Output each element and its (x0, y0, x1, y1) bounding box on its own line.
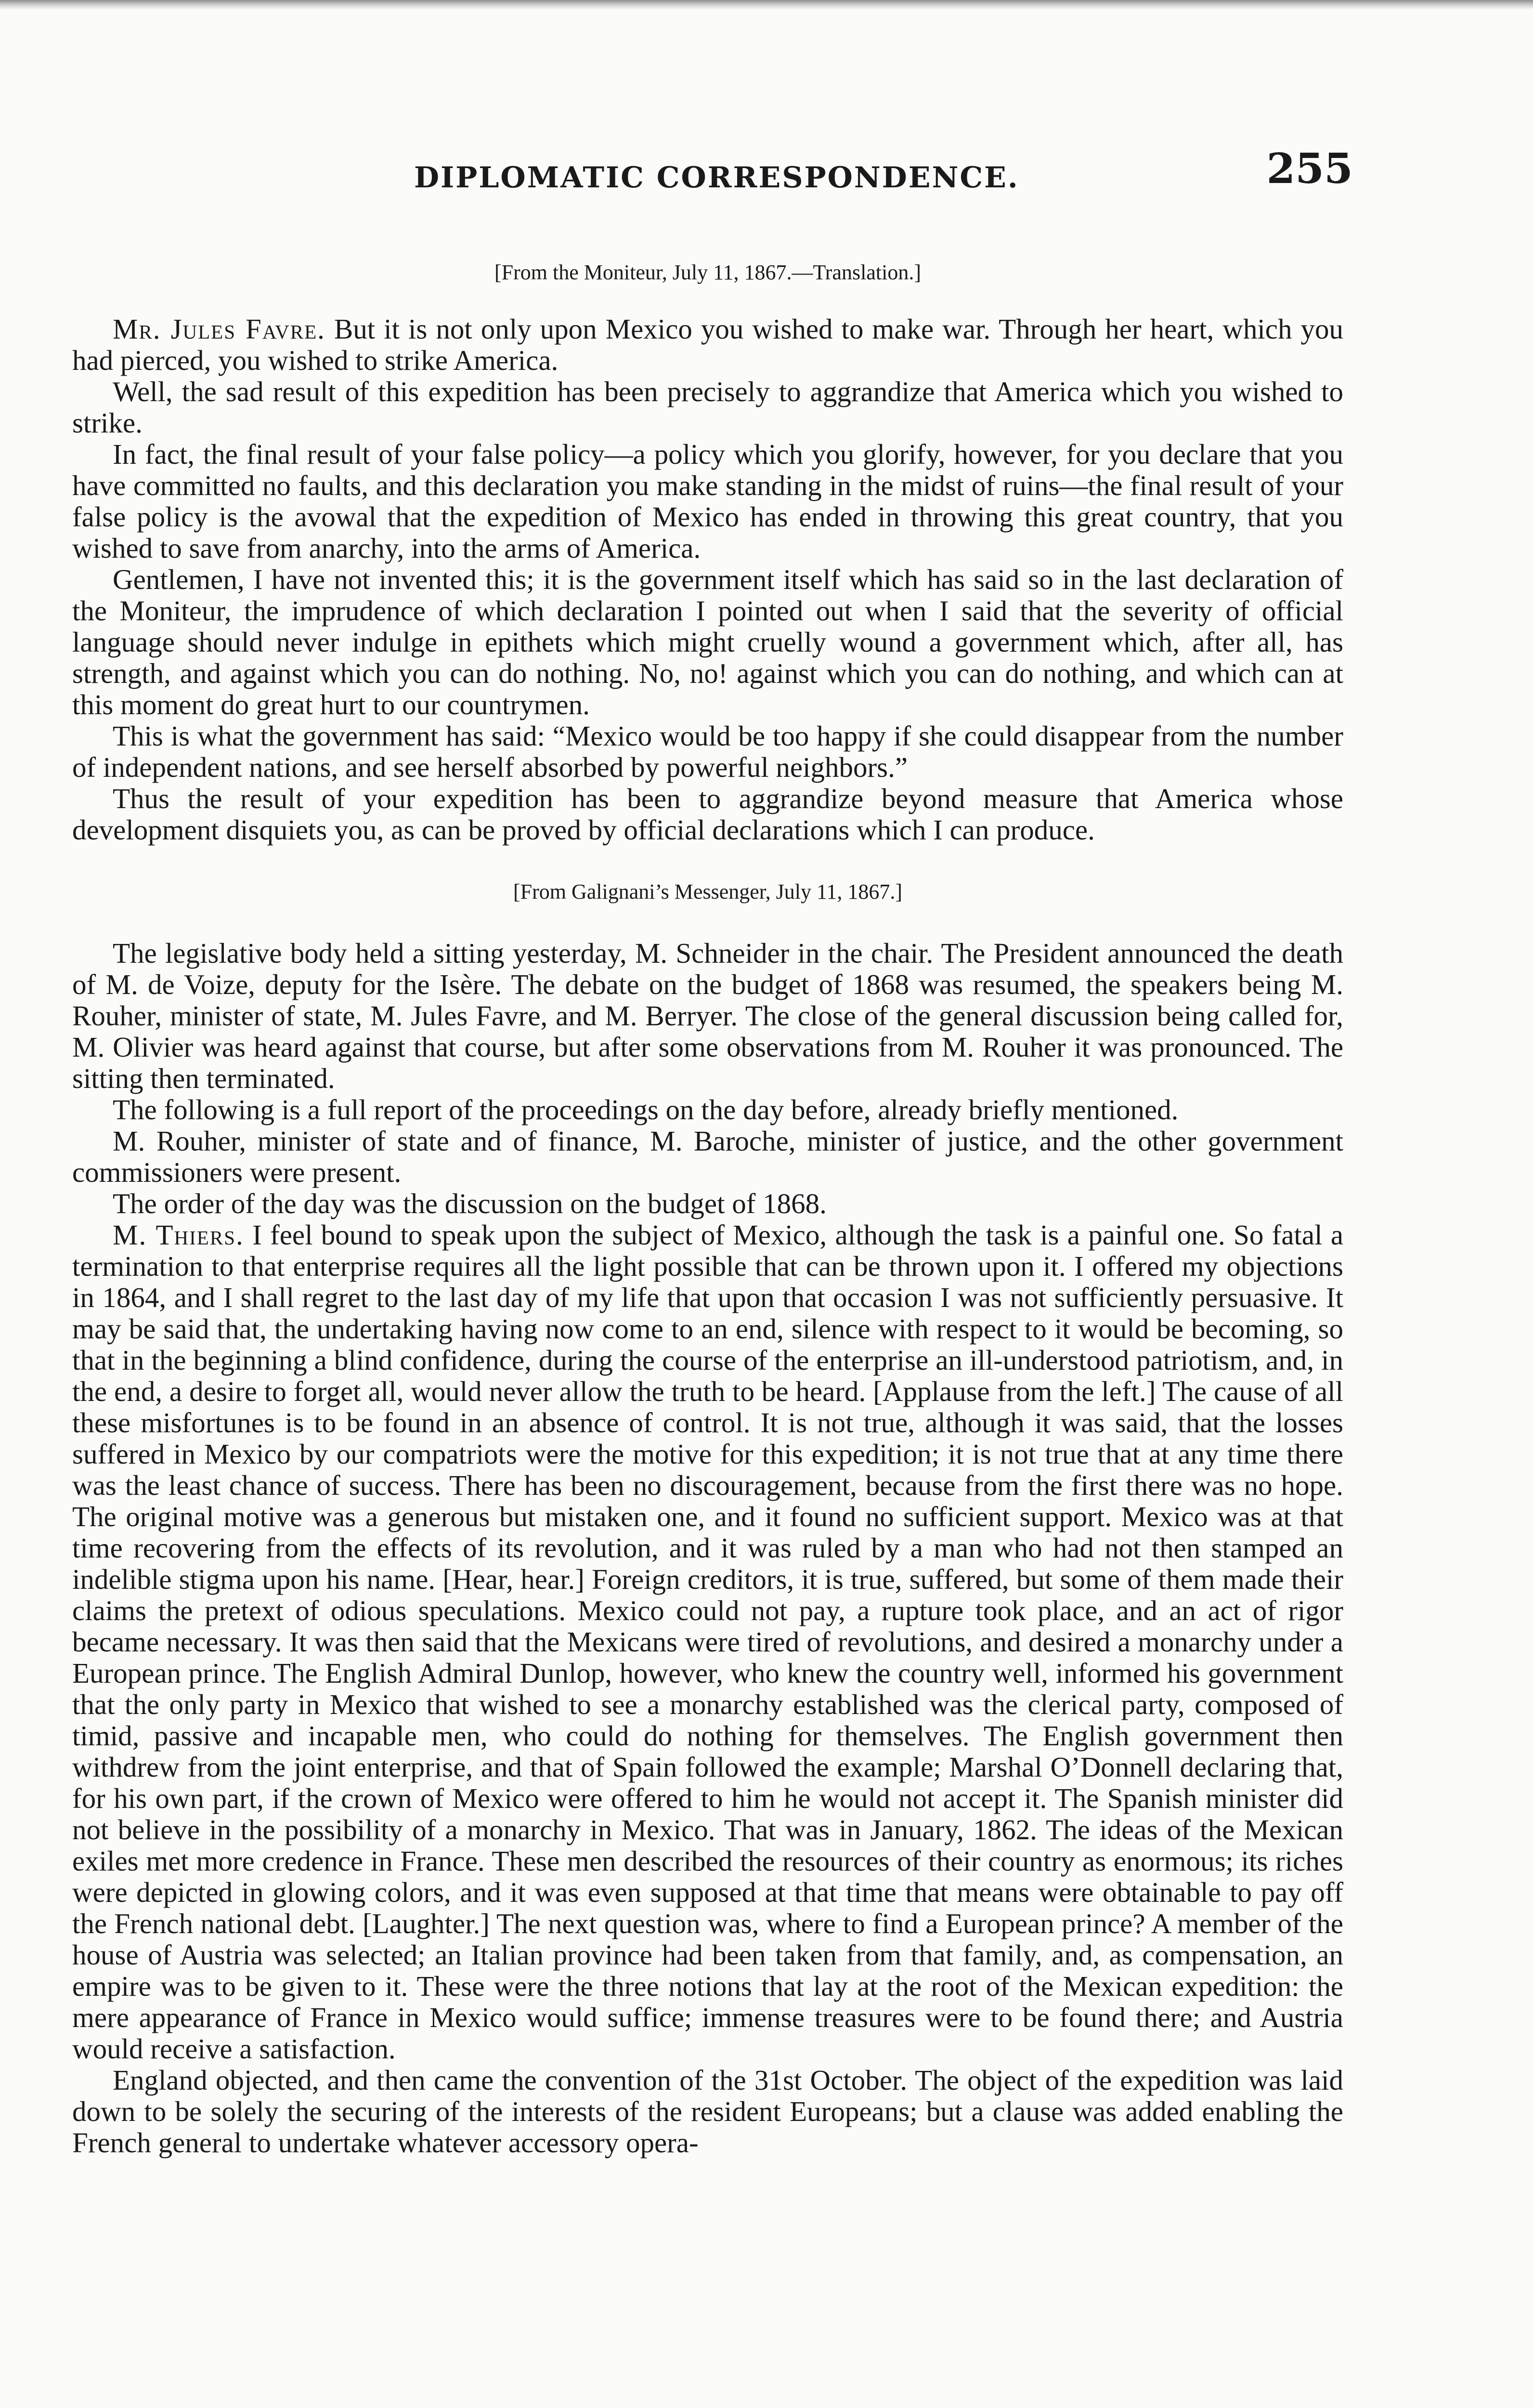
paragraph (72, 720, 1343, 783)
paragraph-text: The following is a full report of the proceedings on the day before, already briefly mentioned. (113, 1094, 1179, 1125)
paragraph-text: M. Rouher, minister of state and of finance, M. Baroche, minister of justice, and the other government commissioners were present. (72, 1125, 1343, 1188)
paragraph-text: England objected, and then came the convention of the 31st October. The object of the expedition was laid down to be solely the securing of the interests of the resident Europeans; but a clause was added enabling the French general to undertake whatever accessory opera- (72, 2064, 1343, 2159)
speaker-name: Mr. Jules Favre. (113, 313, 325, 345)
paragraph-text: The order of the day was the discussion on the budget of 1868. (113, 1188, 827, 1219)
scan-edge (0, 0, 1533, 10)
paragraph-text: Thus the result of your expedition has been to aggrandize beyond measure that America whose development disquiets you, as can be proved by official declarations which I can produce. (72, 783, 1343, 846)
paragraph-text: Well, the sad result of this expedition has been precisely to aggrandize that America which you wished to strike. (72, 376, 1343, 439)
paragraph (72, 2065, 1343, 2159)
source-note: [From the Moniteur, July 11, 1867.—Translation.] (494, 261, 921, 284)
page-number: 255 (1266, 144, 1353, 193)
paragraph (72, 1219, 1343, 2065)
paragraph-text: The legislative body held a sitting yesterday, M. Schneider in the chair. The President announced the death of M. de Voize, deputy for the Isère. The debate on the budget of 1868 was resumed, the speakers being M. Rouher, minister of state, M. Jules Favre, and M. Berryer. The close of the general discussion being called for, M. Olivier was heard against that course, but after some observations from M. Rouher it was pronounced. The sitting then terminated. (72, 937, 1343, 1094)
paragraph (72, 439, 1343, 564)
source-note: [From Galignani’s Messenger, July 11, 1867.] (513, 880, 903, 903)
paragraph (72, 783, 1343, 846)
running-head (72, 144, 1353, 202)
paragraph (72, 938, 1343, 1094)
speaker-name: M. Thiers. (113, 1219, 244, 1251)
page (72, 144, 1353, 2159)
paragraph (72, 564, 1343, 720)
paragraph (72, 314, 1343, 376)
paragraph-text: But it is not only upon Mexico you wished to make war. Through her heart, which you had pierced, you wished to strike America. (72, 313, 1343, 376)
paragraph-text: This is what the government has said: “Mexico would be too happy if she could disappear from the number of independent nations, and see herself absorbed by powerful neighbors.” (72, 720, 1343, 783)
paragraph (72, 1094, 1343, 1125)
paragraph-text: Gentlemen, I have not invented this; it is the government itself which has said so in the last declaration of the Moniteur, the imprudence of which declaration I pointed out when I said that the severity of official language should never indulge in epithets which might cruelly wound a government which, after all, has strength, and against which you can do nothing. No, no! against which you can do nothing, and which can at this moment do great hurt to our countrymen. (72, 563, 1343, 720)
section-moniteur (72, 260, 1343, 846)
paragraph-text: I feel bound to speak upon the subject of Mexico, although the task is a painful one. So fatal a termination to that enterprise requires all the light possible that can be thrown upon it. I offered my objections in 1864, and I shall regret to the last day of my life that upon that occasion I was not sufficiently persuasive. It may be said that, the undertaking having now come to an end, silence with respect to it would be becoming, so that in the beginning a blind confidence, during the course of the enterprise an ill-understood patriotism, and, in the end, a desire to forget all, would never allow the truth to be heard. [Applause from the left.] The cause of all these misfortunes is to be found in an absence of control. It is not true, although it was said, that the losses suffered in Mexico by our compatriots were the motive for this expedition; it is not true that at any time there was the least chance of success. There has been no discouragement, because from the first there was no hope. The original motive was a generous but mistaken one, and it found no sufficient support. Mexico was at that time recovering from the effects of its revolution, and it was ruled by a man who had not then stamped an indelible stigma upon his name. [Hear, hear.] Foreign creditors, it is true, suffered, but some of them made their claims the pretext of odious speculations. Mexico could not pay, a rupture took place, and an act of rigor became necessary. It was then said that the Mexicans were tired of revolutions, and desired a monarchy under a European prince. The English Admiral Dunlop, however, who knew the country well, informed his government that the only party in Mexico that wished to see a monarchy established was the clerical party, composed of timid, passive and incapable men, who could do nothing for themselves. The English government then withdrew from the joint enterprise, and that of Spain followed the example; Marshal O’Donnell declaring that, for his own part, if the crown of Mexico were offered to him he would not accept it. The Spanish minister did not believe in the possibility of a monarchy in Mexico. That was in January, 1862. The ideas of the Mexican exiles met more credence in France. These men described the resources of their country as enormous; its riches were depicted in glowing colors, and it was even supposed at that time that means were obtainable to pay off the French national debt. [Laughter.] The next question was, where to find a European prince? A member of the house of Austria was selected; an Italian province had been taken from that family, and, as compensation, an empire was to be given to it. These were the three notions that lay at the root of the Mexican expedition: the mere appearance of France in Mexico would suffice; immense treasures were to be found there; and Austria would receive a satisfaction. (72, 1219, 1344, 2065)
section-galignani (72, 879, 1343, 2159)
paragraph-text: In fact, the final result of your false policy—a policy which you glorify, however, for you declare that you have committed no faults, and this declaration you make standing in the midst of ruins—the final result of your false policy is the avowal that the expedition of Mexico has ended in throwing this great country, that you wished to save from anarchy, into the arms of America. (72, 438, 1343, 564)
page-title: DIPLOMATIC CORRESPONDENCE. (414, 161, 1019, 195)
paragraph (72, 1188, 1343, 1219)
paragraph (72, 376, 1343, 439)
paragraph (72, 1125, 1343, 1188)
